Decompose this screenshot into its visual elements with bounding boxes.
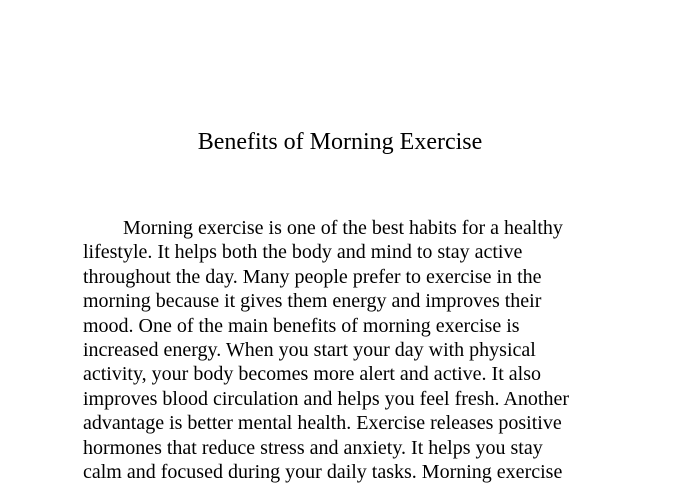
body-paragraph bbox=[83, 216, 603, 484]
body-line: mood. One of the main benefits of morning exercise is bbox=[83, 314, 520, 337]
body-line: lifestyle. It helps both the body and mind to stay active bbox=[83, 241, 523, 264]
document-title: Benefits of Morning Exercise bbox=[197, 129, 483, 155]
body-line: improves blood circulation and helps you feel fresh. Another bbox=[83, 387, 569, 410]
body-line: calm and focused during your daily tasks. Morning exercise bbox=[83, 461, 563, 484]
body-line: morning because it gives them energy and improves their bbox=[83, 290, 542, 313]
body-line: throughout the day. Many people prefer to exercise in the bbox=[83, 265, 542, 288]
body-line: activity, your body becomes more alert and active. It also bbox=[83, 363, 541, 386]
body-line: advantage is better mental health. Exercise releases positive bbox=[83, 412, 562, 435]
body-line: Morning exercise is one of the best habits for a healthy bbox=[123, 217, 563, 239]
body-line: increased energy. When you start your day with physical bbox=[83, 339, 536, 362]
body-line: hormones that reduce stress and anxiety. It helps you stay bbox=[83, 436, 543, 459]
